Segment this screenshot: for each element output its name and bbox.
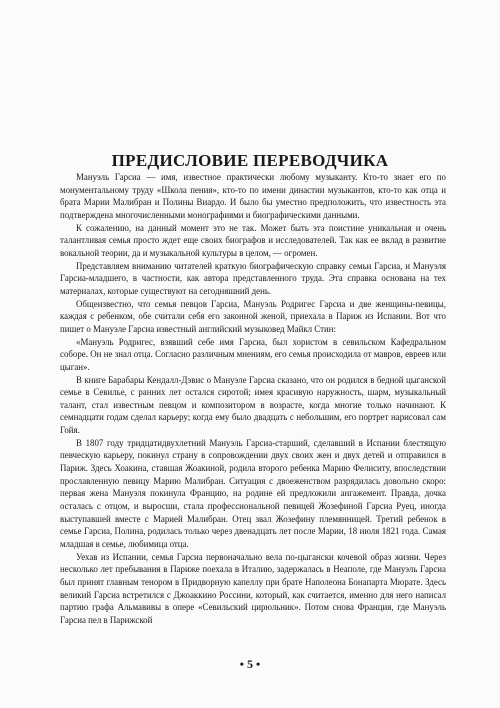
body-text — [60, 171, 446, 627]
page-number: • 5 • — [239, 657, 261, 671]
paragraph: Общеизвестно, что семья певцов Гарсиа, Мануэль Родригес Гарсиа и две женщины-певицы, каждая с ребенком, обе считали себя его законной женой, приехала в Париж из Испании. Вот что пишет о Мануэле Гарсиа известный английский музыковед Майкл Стин: — [60, 298, 446, 334]
paragraph: Мануэль Гарсиа — имя, известное практически любому музыканту. Кто-то знает его по монументальному труду «Школа пения», кто-то по имени династии музыкантов, кто-то как отца и брата Марии Малибран и Полины Виардо. И было бы уместно предположить, что известность эта подтверждена многочисленными монографиями и биографическими данными. — [60, 172, 446, 220]
paragraph: Представляем вниманию читателей краткую биографическую справку семьи Гарсиа, и Мануэля Гарсиа-младшего, в частности, как автора представленного труда. Эта справка основана на тех материалах, которые существуют на сегодняшний день. — [60, 260, 446, 296]
paragraph: В книге Барабары Кендалл-Дэвис о Мануэле Гарсиа сказано, что он родился в бедной цыганской семье в Севилье, с ранних лет остался сиротой; имея красивую наружность, шарм, музыкальный талант, стал известным певцом и композитором в возрасте, когда многие только начинают. К семнадцати годам сделал карьеру; когда ему было двадцать с небольшим, его портрет нарисовал сам Гойя. — [60, 374, 446, 436]
paragraph: В 1807 году тридцатидвухлетний Мануэль Гарсиа-старший, сделавший в Испании блестящую певческую карьеру, покинул страну в сопровождении двух своих жен и двух детей и отправился в Париж. Здесь Хоакина, ставшая Жоакиной, родила второго ребенка Марию Фелиситу, впоследствии прославленную певицу Марию Малибран. Ситуация с двоеженством разрядилась довольно скоро: первая жена Мануэля покинула Францию, на родине ей предложили ангажемент. Правда, дочка осталась с отцом, и выросши, стала профессиональной певицей Жозефиной Гарсиа Руец, иногда выступавшей вместе с Марией Малибран. Отец звал Жозефину племянницей. Третий ребенок в семье Гарсиа, Полина, родилась только через двенадцать лет после Марии, 18 июля 1821 года. Самая младшая в семье, любимица отца. — [60, 437, 446, 550]
quote-paragraph: «Мануэль Родригес, взявший себе имя Гарсиа, был хористом в севильском Кафедральном соборе. Он не знал отца. Согласно различным мнениям, его семья происходила от мавров, евреев или цыган». — [60, 336, 446, 372]
paragraph: К сожалению, на данный момент это не так. Может быть эта поистине уникальная и очень талантливая семья просто ждет еще своих биографов и исследователей. Так как ее вклад в развитие вокальной теории, да и музыкальной культуры в целом, — огромен. — [60, 222, 446, 258]
page-title: ПРЕДИСЛОВИЕ ПЕРЕВОДЧИКА — [111, 151, 389, 171]
paragraph: Уехав из Испании, семья Гарсиа первоначально вела по-цыгански кочевой образ жизни. Через несколько лет пребывания в Париже поехала в Италию, задержалась в Неаполе, где Мануэль Гарсиа был принят главным тенором в Придворную капеллу при брате Наполеона Бонапарта Мюрате. Здесь великий Гарсиа встретился с Джоаккино Россини, который, как считается, именно для него написал партию графа Альмавивы в опере «Севильский цирюльник». Потом снова Франция, где Мануэль Гарсиа пел в Парижской — [60, 551, 446, 625]
